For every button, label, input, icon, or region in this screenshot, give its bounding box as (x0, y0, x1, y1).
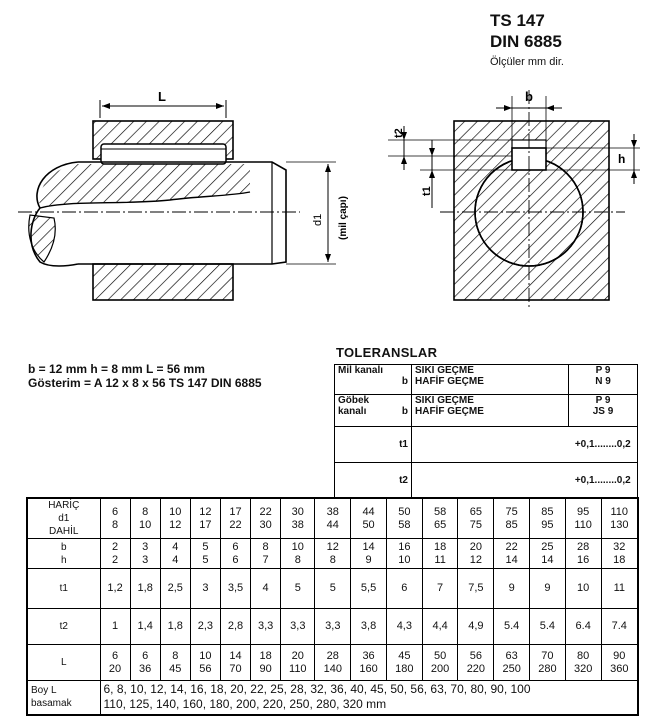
gobek-fit-cell: SIKI GEÇME HAFİF GEÇME (412, 395, 569, 427)
key-drawing (0, 0, 652, 345)
d1-cell: 10 12 (160, 498, 190, 539)
label-L: L (158, 89, 166, 104)
t2-cell: 4,4 (422, 609, 458, 645)
ts-code: TS 147 (490, 11, 545, 30)
t2-cell: 4,3 (386, 609, 422, 645)
table-row (27, 498, 638, 539)
d1-cell: 95 110 (565, 498, 601, 539)
bh-cell: 32 18 (601, 539, 638, 569)
L-cell: 28 140 (315, 645, 351, 681)
table-row (335, 365, 638, 395)
L-cell: 18 90 (251, 645, 281, 681)
L-cell: 90 360 (601, 645, 638, 681)
table-row (27, 539, 638, 569)
tolerance-table (334, 364, 638, 499)
t1-cell: 5,5 (351, 569, 387, 609)
bh-cell: 2 2 (100, 539, 130, 569)
bh-cell: 8 7 (251, 539, 281, 569)
L-cell: 70 280 (530, 645, 566, 681)
L-cell: 6 36 (130, 645, 160, 681)
d1-cell: 110 130 (601, 498, 638, 539)
mil-kanali-cell: Mil kanalı b (335, 365, 412, 395)
bh-cell: 28 16 (565, 539, 601, 569)
L-cell: 20 110 (281, 645, 315, 681)
bh-cell: 25 14 (530, 539, 566, 569)
t1-cell: 6 (386, 569, 422, 609)
L-cell: 10 56 (190, 645, 220, 681)
d1-cell: 8 10 (130, 498, 160, 539)
spec-dimensions: b = 12 mm h = 8 mm L = 56 mm (28, 362, 205, 376)
t1-cell: 4 (251, 569, 281, 609)
t2-cell: 7.4 (601, 609, 638, 645)
t2-label-cell: t2 (335, 463, 412, 499)
t1-cell: 9 (530, 569, 566, 609)
table-row (27, 609, 638, 645)
d1-cell: 85 95 (530, 498, 566, 539)
bh-cell: 20 12 (458, 539, 494, 569)
L-cell: 45 180 (386, 645, 422, 681)
bh-cell: 14 9 (351, 539, 387, 569)
tolerances-title: TOLERANSLAR (336, 345, 438, 360)
bh-cell: 4 4 (160, 539, 190, 569)
dimension-note: Ölçüler mm dir. (490, 56, 564, 68)
t2-cell: 5.4 (494, 609, 530, 645)
t1-cell: 7 (422, 569, 458, 609)
t1-tolerance-cell: +0,1........0,2 (569, 427, 638, 463)
t2-cell: 1,8 (160, 609, 190, 645)
label-b: b (525, 89, 533, 104)
d1-cell: 44 50 (351, 498, 387, 539)
label-mil-capi: (mil çapı) (338, 196, 349, 240)
d1-cell: 38 44 (315, 498, 351, 539)
d1-header-cell: HARİÇ d1 DAHİL (27, 498, 100, 539)
din-code: DIN 6885 (490, 32, 562, 51)
L-cell: 50 200 (422, 645, 458, 681)
t2-cell: 1 (100, 609, 130, 645)
d1-cell: 6 8 (100, 498, 130, 539)
t2-cell: 6.4 (565, 609, 601, 645)
t1-cell: 11 (601, 569, 638, 609)
bh-cell: 6 6 (220, 539, 250, 569)
t1-cell: 1,8 (130, 569, 160, 609)
label-h: h (618, 152, 626, 166)
spec-designation: Gösterim = A 12 x 8 x 56 TS 147 DIN 6885 (28, 376, 262, 390)
table-row (335, 395, 638, 427)
mil-tolerance-cell: P 9 N 9 (569, 365, 638, 395)
label-d1: d1 (312, 213, 324, 226)
label-t2: t2 (393, 128, 405, 138)
t1-cell: 5 (315, 569, 351, 609)
t1-cell: 3,5 (220, 569, 250, 609)
t1-cell: 3 (190, 569, 220, 609)
d1-cell: 17 22 (220, 498, 250, 539)
gobek-tolerance-cell: P 9 JS 9 (569, 395, 638, 427)
L-cell: 8 45 (160, 645, 190, 681)
L-cell: 63 250 (494, 645, 530, 681)
bh-cell: 12 8 (315, 539, 351, 569)
boy-header-cell: Boy L basamak (27, 681, 100, 715)
L-cell: 6 20 (100, 645, 130, 681)
d1-cell: 30 38 (281, 498, 315, 539)
t1-cell: 1,2 (100, 569, 130, 609)
bh-cell: 3 3 (130, 539, 160, 569)
label-t1: t1 (421, 186, 433, 196)
t2-cell: 2,8 (220, 609, 250, 645)
t2-cell: 3,3 (281, 609, 315, 645)
L-header-cell: L (27, 645, 100, 681)
t1-label-cell: t1 (335, 427, 412, 463)
t1-cell: 10 (565, 569, 601, 609)
bh-cell: 18 11 (422, 539, 458, 569)
t2-cell: 3,3 (315, 609, 351, 645)
dimension-table (26, 497, 639, 716)
bh-cell: 10 8 (281, 539, 315, 569)
L-cell: 80 320 (565, 645, 601, 681)
d1-cell: 22 30 (251, 498, 281, 539)
table-row (27, 681, 638, 715)
key-designation (28, 362, 262, 390)
L-cell: 56 220 (458, 645, 494, 681)
t1-header-cell: t1 (27, 569, 100, 609)
bh-header-cell: b h (27, 539, 100, 569)
bh-cell: 16 10 (386, 539, 422, 569)
d1-cell: 50 58 (386, 498, 422, 539)
t1-cell: 2,5 (160, 569, 190, 609)
t1-cell: 7,5 (458, 569, 494, 609)
bh-cell: 5 5 (190, 539, 220, 569)
bh-cell: 22 14 (494, 539, 530, 569)
d1-cell: 12 17 (190, 498, 220, 539)
L-cell: 14 70 (220, 645, 250, 681)
t2-cell: 3,8 (351, 609, 387, 645)
t1-cell: 9 (494, 569, 530, 609)
L-cell: 36 160 (351, 645, 387, 681)
mil-fit-cell: SIKI GEÇME HAFİF GEÇME (412, 365, 569, 395)
gobek-kanali-cell: Göbek kanalı b (335, 395, 412, 427)
d1-cell: 65 75 (458, 498, 494, 539)
table-row (335, 427, 638, 463)
t2-cell: 1,4 (130, 609, 160, 645)
t2-tolerance-cell: +0,1........0,2 (569, 463, 638, 499)
t2-cell: 4,9 (458, 609, 494, 645)
d1-cell: 58 65 (422, 498, 458, 539)
table-row (27, 645, 638, 681)
table-row (27, 569, 638, 609)
t2-header-cell: t2 (27, 609, 100, 645)
t2-cell: 3,3 (251, 609, 281, 645)
boy-values-cell: 6, 8, 10, 12, 14, 16, 18, 20, 22, 25, 28, 32, 36, 40, 45, 50, 56, 63, 70, 80, 90, 100 110, 125, 140, 160, 180, 200, 220, 250, 280, 320 mm (100, 681, 638, 715)
t1-cell: 5 (281, 569, 315, 609)
t2-cell: 5.4 (530, 609, 566, 645)
d1-cell: 75 85 (494, 498, 530, 539)
t2-cell: 2,3 (190, 609, 220, 645)
table-row (335, 463, 638, 499)
